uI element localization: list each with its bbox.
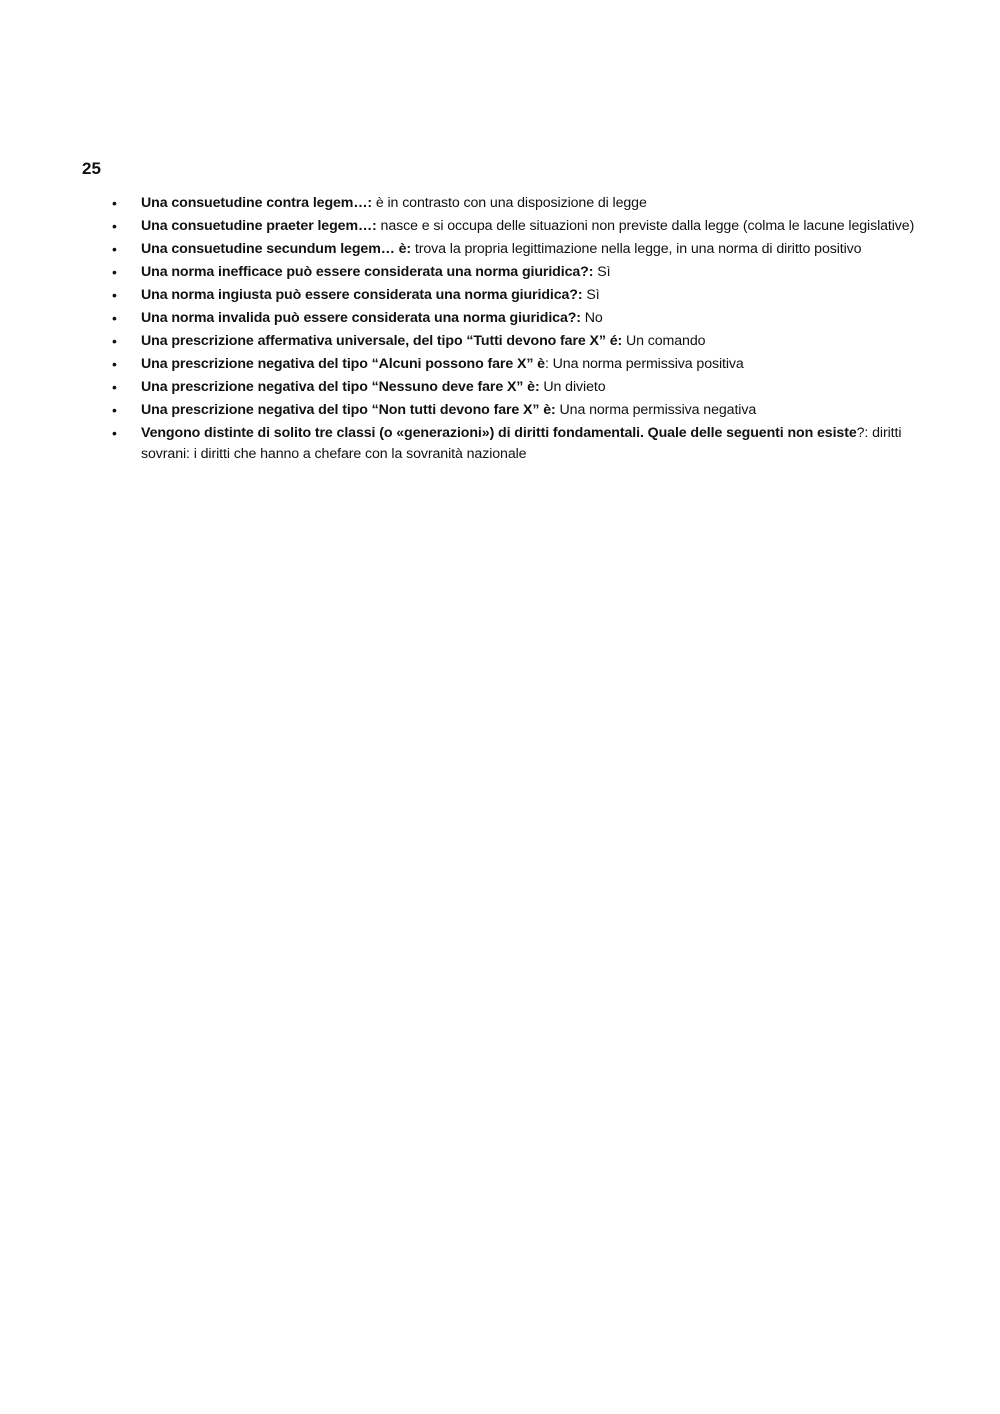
list-item	[112, 262, 932, 283]
list-item	[112, 193, 932, 214]
item-question: Una consuetudine praeter legem…:	[141, 218, 377, 234]
bullet-icon: •	[112, 287, 117, 303]
list-item	[112, 285, 932, 306]
item-question: Una prescrizione negativa del tipo “Alcuni possono fare X” è	[141, 356, 545, 372]
list-item	[112, 400, 932, 421]
item-answer: ?: diritti sovrani: i diritti che hanno a chefare con la sovranità nazionale	[141, 425, 902, 462]
bullet-icon: •	[112, 241, 117, 257]
item-question: Una consuetudine secundum legem… è:	[141, 241, 412, 257]
page-number: 25	[82, 159, 101, 178]
item-answer: Una norma permissiva negativa	[559, 402, 757, 418]
list-item	[112, 216, 932, 237]
item-answer: Sì	[597, 264, 611, 280]
bullet-icon: •	[112, 379, 117, 395]
bullet-icon: •	[112, 195, 117, 211]
list-item	[112, 308, 932, 329]
item-question: Una consuetudine contra legem…:	[141, 195, 373, 211]
list-item	[112, 239, 932, 260]
item-question: Vengono distinte di solito tre classi (o «generazioni») di diritti fondamentali. Quale delle seguenti non esiste	[141, 425, 857, 441]
qa-list	[112, 193, 932, 467]
item-answer: Sì	[586, 287, 600, 303]
item-answer: nasce e si occupa delle situazioni non previste dalla legge (colma le lacune legislative)	[380, 218, 915, 234]
bullet-icon: •	[112, 310, 117, 326]
item-answer: Un comando	[625, 333, 706, 349]
item-answer: è in contrasto con una disposizione di legge	[375, 195, 647, 211]
item-answer: No	[584, 310, 603, 326]
bullet-icon: •	[112, 402, 117, 418]
item-question: Una prescrizione negativa del tipo “Non tutti devono fare X” è:	[141, 402, 556, 418]
bullet-icon: •	[112, 264, 117, 280]
list-item	[112, 423, 932, 464]
item-question: Una prescrizione negativa del tipo “Nessuno deve fare X” è:	[141, 379, 540, 395]
item-question: Una prescrizione affermativa universale, del tipo “Tutti devono fare X” é:	[141, 333, 623, 349]
list-item	[112, 377, 932, 398]
item-question: Una norma inefficace può essere considerata una norma giuridica?:	[141, 264, 594, 280]
bullet-icon: •	[112, 356, 117, 372]
list-item	[112, 354, 932, 375]
bullet-icon: •	[112, 333, 117, 349]
item-question: Una norma ingiusta può essere considerata una norma giuridica?:	[141, 287, 583, 303]
list-item	[112, 331, 932, 352]
item-answer: Un divieto	[543, 379, 606, 395]
item-answer: trova la propria legittimazione nella legge, in una norma di diritto positivo	[414, 241, 862, 257]
item-answer: : Una norma permissiva positiva	[544, 356, 744, 372]
item-question: Una norma invalida può essere considerata una norma giuridica?:	[141, 310, 581, 326]
bullet-icon: •	[112, 425, 117, 441]
bullet-icon: •	[112, 218, 117, 234]
